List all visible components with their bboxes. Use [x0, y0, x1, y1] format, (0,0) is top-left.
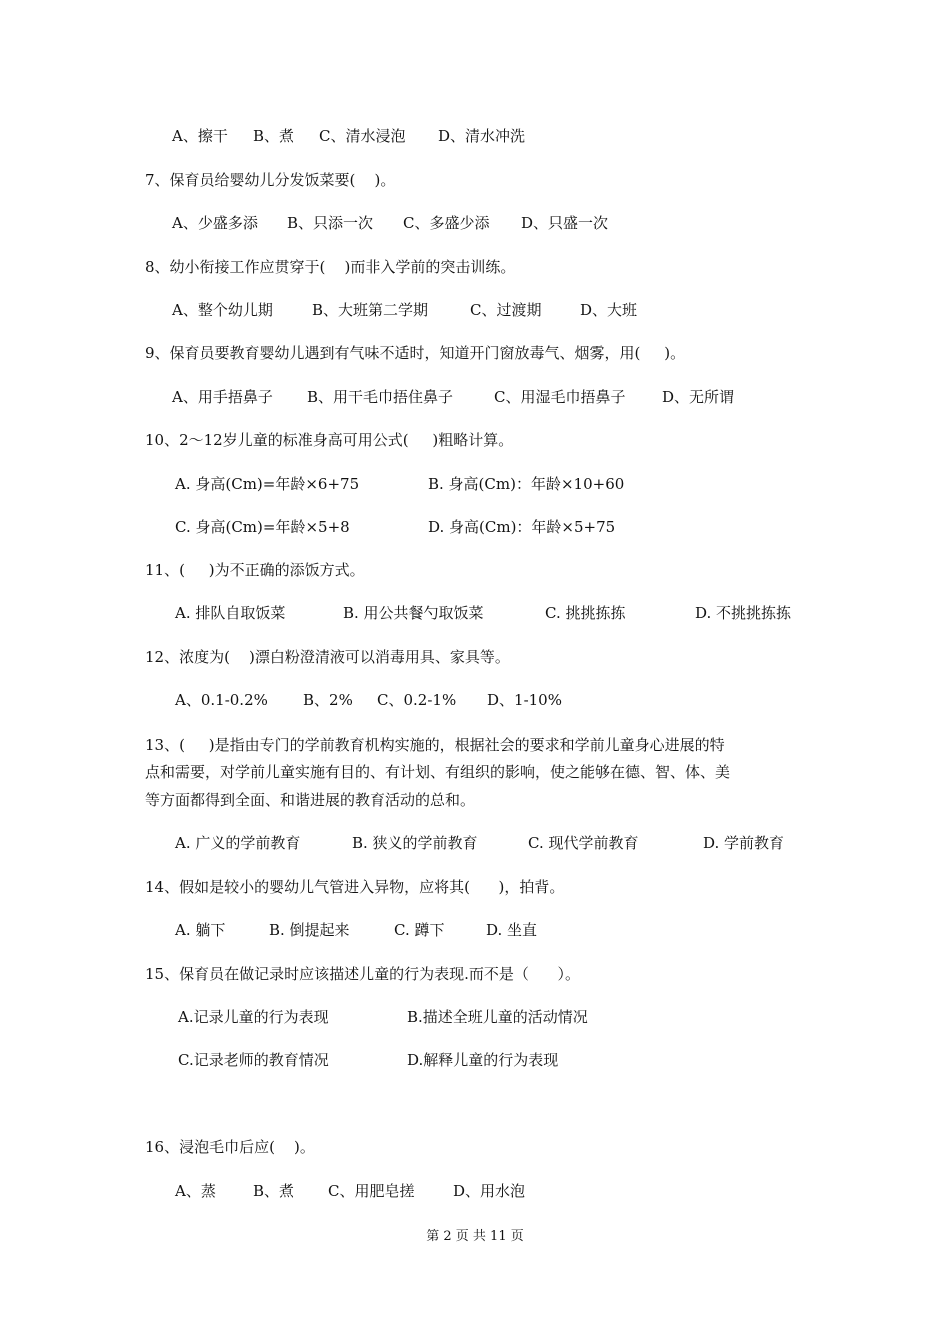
q14-option-d: D. 坐直	[486, 921, 538, 939]
q8-option-d: D、大班	[580, 301, 638, 319]
q10-question: 10、2～12岁儿童的标准身高可用公式( )粗略计算。	[145, 431, 514, 449]
q16-option-c: C、用肥皂搓	[328, 1182, 415, 1200]
q11-question: 11、( )为不正确的添饭方式。	[145, 561, 365, 579]
q6-option-c: C、清水浸泡	[319, 127, 406, 145]
q16-question: 16、浸泡毛巾后应( )。	[145, 1138, 315, 1156]
q13-question-line1: 13、( )是指由专门的学前教育机构实施的，根据社会的要求和学前儿童身心进展的特	[145, 736, 725, 754]
q15-question: 15、保育员在做记录时应该描述儿童的行为表现.而不是（ ）。	[145, 965, 580, 983]
q8-option-a: A、整个幼儿期	[172, 301, 273, 319]
q7-option-c: C、多盛少添	[403, 214, 490, 232]
q14-option-b: B. 倒提起来	[269, 921, 350, 939]
q10-option-b: B. 身高(Cm)：年龄×10+60	[428, 475, 625, 493]
q11-option-c: C. 挑挑拣拣	[545, 604, 626, 622]
q14-option-c: C. 蹲下	[394, 921, 445, 939]
q13-option-d: D. 学前教育	[703, 834, 785, 852]
q10-option-c: C. 身高(Cm)=年龄×5+8	[175, 518, 350, 536]
q9-option-a: A、用手捂鼻子	[172, 388, 273, 406]
q6-option-d: D、清水冲洗	[438, 127, 526, 145]
q12-option-c: C、0.2-1%	[377, 691, 457, 709]
q13-question-line3: 等方面都得到全面、和谐进展的教育活动的总和。	[145, 791, 476, 809]
q7-option-a: A、少盛多添	[172, 214, 258, 232]
q7-option-d: D、只盛一次	[521, 214, 609, 232]
q13-option-c: C. 现代学前教育	[528, 834, 639, 852]
q15-option-d: D.解释儿童的行为表现	[407, 1051, 559, 1069]
q16-option-d: D、用水泡	[453, 1182, 526, 1200]
q6-option-b: B、煮	[253, 127, 295, 145]
q13-question-line2: 点和需要，对学前儿童实施有目的、有计划、有组织的影响，使之能够在德、智、体、美	[145, 763, 731, 781]
q15-option-b: B.描述全班儿童的活动情况	[407, 1008, 588, 1026]
q11-option-d: D. 不挑挑拣拣	[695, 604, 792, 622]
q8-option-c: C、过渡期	[470, 301, 542, 319]
q15-option-a: A.记录儿童的行为表现	[178, 1008, 329, 1026]
q16-option-a: A、蒸	[175, 1182, 216, 1200]
q7-option-b: B、只添一次	[287, 214, 374, 232]
q8-question: 8、幼小衔接工作应贯穿于( )而非入学前的突击训练。	[145, 258, 516, 276]
q14-question: 14、假如是较小的婴幼儿气管进入异物，应将其( )，拍背。	[145, 878, 565, 896]
q9-option-b: B、用干毛巾捂住鼻子	[307, 388, 454, 406]
q6-option-a: A、擦干	[172, 127, 228, 145]
q9-option-d: D、无所谓	[662, 388, 735, 406]
q13-option-a: A. 广义的学前教育	[175, 834, 301, 852]
q9-option-c: C、用湿毛巾捂鼻子	[494, 388, 626, 406]
q14-option-a: A. 躺下	[175, 921, 226, 939]
q8-option-b: B、大班第二学期	[312, 301, 429, 319]
q10-option-d: D. 身高(Cm)：年龄×5+75	[428, 518, 616, 536]
q7-question: 7、保育员给婴幼儿分发饭菜要( )。	[145, 171, 396, 189]
q12-question: 12、浓度为( )漂白粉澄清液可以消毒用具、家具等。	[145, 648, 510, 666]
q13-option-b: B. 狭义的学前教育	[352, 834, 478, 852]
q15-option-c: C.记录老师的教育情况	[178, 1051, 329, 1069]
q11-option-b: B. 用公共餐勺取饭菜	[343, 604, 484, 622]
q12-option-d: D、1-10%	[487, 691, 562, 709]
q11-option-a: A. 排队自取饭菜	[175, 604, 286, 622]
q12-option-b: B、2%	[303, 691, 353, 709]
q10-option-a: A. 身高(Cm)=年龄×6+75	[175, 475, 360, 493]
page-number: 第 2 页 共 11 页	[426, 1229, 524, 1244]
q16-option-b: B、煮	[253, 1182, 295, 1200]
q12-option-a: A、0.1-0.2%	[175, 691, 268, 709]
q9-question: 9、保育员要教育婴幼儿遇到有气味不适时，知道开门窗放毒气、烟雾，用( )。	[145, 344, 686, 362]
